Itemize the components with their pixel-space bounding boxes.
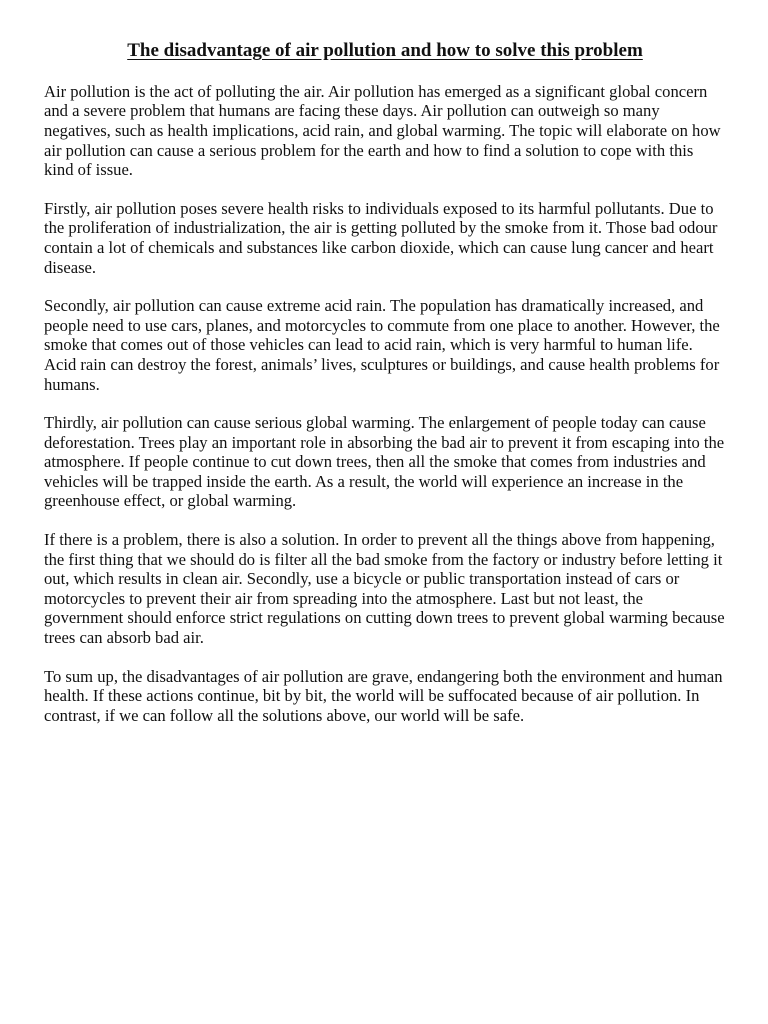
paragraph-conclusion: To sum up, the disadvantages of air pollution are grave, endangering both the environment and human health. If these actions continue, bit by bit, the world will be suffocated because of air pollution. In contrast, if we can follow all the solutions above, our world will be safe. — [44, 666, 723, 725]
document-title: The disadvantage of air pollution and how to solve this problem — [127, 40, 643, 61]
paragraph-global-warming: Thirdly, air pollution can cause serious global warming. The enlargement of people today can cause deforestation. Trees play an important role in absorbing the bad air to prevent it from escaping into the atmosphere. If people continue to cut down trees, then all the smoke that comes from industries and vehicles will be trapped inside the earth. As a result, the world will experience an increase in the greenhouse effect, or global warming. — [44, 413, 725, 511]
paragraph-solutions: If there is a problem, there is also a solution. In order to prevent all the things above from happening, the first thing that we should do is filter all the bad smoke from the factory or industry before letting it out, which results in clean air. Secondly, use a bicycle or public transportation instead of cars or motorcycles to prevent their air from spreading into the atmosphere. Last but not least, the government should enforce strict regulations on cutting down trees to prevent global warming because trees can absorb bad air. — [44, 530, 725, 648]
paragraph-health-risks: Firstly, air pollution poses severe health risks to individuals exposed to its harmful pollutants. Due to the proliferation of industrialization, the air is getting polluted by the smoke from it. Those bad odour contain a lot of chemicals and substances like carbon dioxide, which can cause lung cancer and heart disease. — [44, 198, 718, 277]
paragraph-introduction: Air pollution is the act of polluting the air. Air pollution has emerged as a significant global concern and a severe problem that humans are facing these days. Air pollution can outweigh so many negatives, such as health implications, acid rain, and global warming. The topic will elaborate on how air pollution can cause a serious problem for the earth and how to find a solution to cope with this kind of issue. — [44, 81, 721, 180]
paragraph-acid-rain: Secondly, air pollution can cause extreme acid rain. The population has dramatically increased, and people need to use cars, planes, and motorcycles to commute from one place to another. However, the smoke that comes out of those vehicles can lead to acid rain, which is very harmful to human life. Acid rain can destroy the forest, animals’ lives, sculptures or buildings, and cause health problems for humans. — [44, 296, 720, 394]
